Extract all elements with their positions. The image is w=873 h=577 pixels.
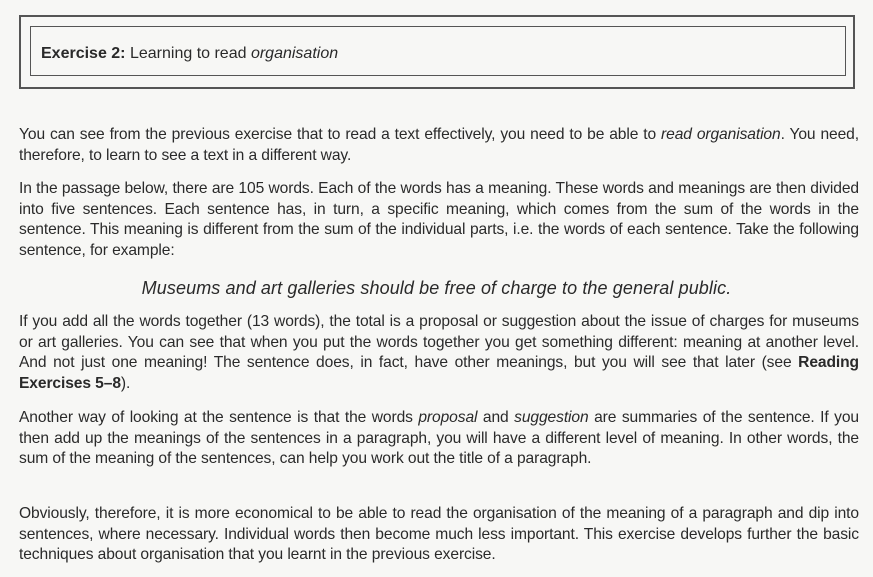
p1-italic: read organisation xyxy=(661,126,781,143)
p1-text-end: . You need, therefore, to learn to see a text in a different way. xyxy=(19,126,859,164)
paragraph-intro xyxy=(19,125,859,166)
paragraph-passage-words: In the passage below, there are 105 words. Each of the words has a meaning. These words and meanings are then divided into five sentences. Each sentence has, in turn, a specific meaning, which comes from the sum of the words in the sentence. This meaning is different from the sum of the individual parts, i.e. the words of each sentence. Take the following sentence, for example: xyxy=(19,180,859,259)
exercise-title-text: Learning to read xyxy=(129,45,247,62)
exercise-title-italic: organisation xyxy=(250,45,339,62)
paragraph-adding-words xyxy=(19,312,859,394)
paragraph-obviously: Obviously, therefore, it is more economical to be able to read the organisation of the meaning of a paragraph and dip into sentences, where necessary. Individual words then become much less important. This exercise develops further the basic techniques about organisation that you learnt in the previous exercise. xyxy=(19,505,859,563)
p3-text: If you add all the words together (13 words), the total is a proposal or suggestion about the issue of charges for museums or art galleries. You can see that when you put the words together you get something different: meaning at another level. And not just one meaning! The sentence does, in fact, have other meanings, but you will see that later (see xyxy=(19,313,859,371)
p3-text-end: ). xyxy=(120,374,131,392)
p4-text: Another way of looking at the sentence is that the words xyxy=(19,409,419,426)
exercise-title xyxy=(41,44,338,64)
paragraph-another-way xyxy=(19,408,859,470)
p4-text-end: are summaries of the sentence. If you then add up the meanings of the sentences in a paragraph, you will have a different level of meaning. In other words, the sum of the meaning of the sentences, can help you work out the title of a paragraph. xyxy=(19,409,859,467)
exercise-label: Exercise 2: xyxy=(41,45,126,62)
p4-italic-suggestion: suggestion xyxy=(514,409,589,426)
p4-text-and: and xyxy=(477,409,515,426)
reading-exercises-reference: Reading Exercises 5–8 xyxy=(19,354,859,392)
example-sentence: Museums and art galleries should be free of charge to the general public. xyxy=(141,278,732,298)
p4-italic-proposal: proposal xyxy=(418,409,478,426)
p1-text: You can see from the previous exercise that to read a text effectively, you need to be able to xyxy=(19,126,662,143)
